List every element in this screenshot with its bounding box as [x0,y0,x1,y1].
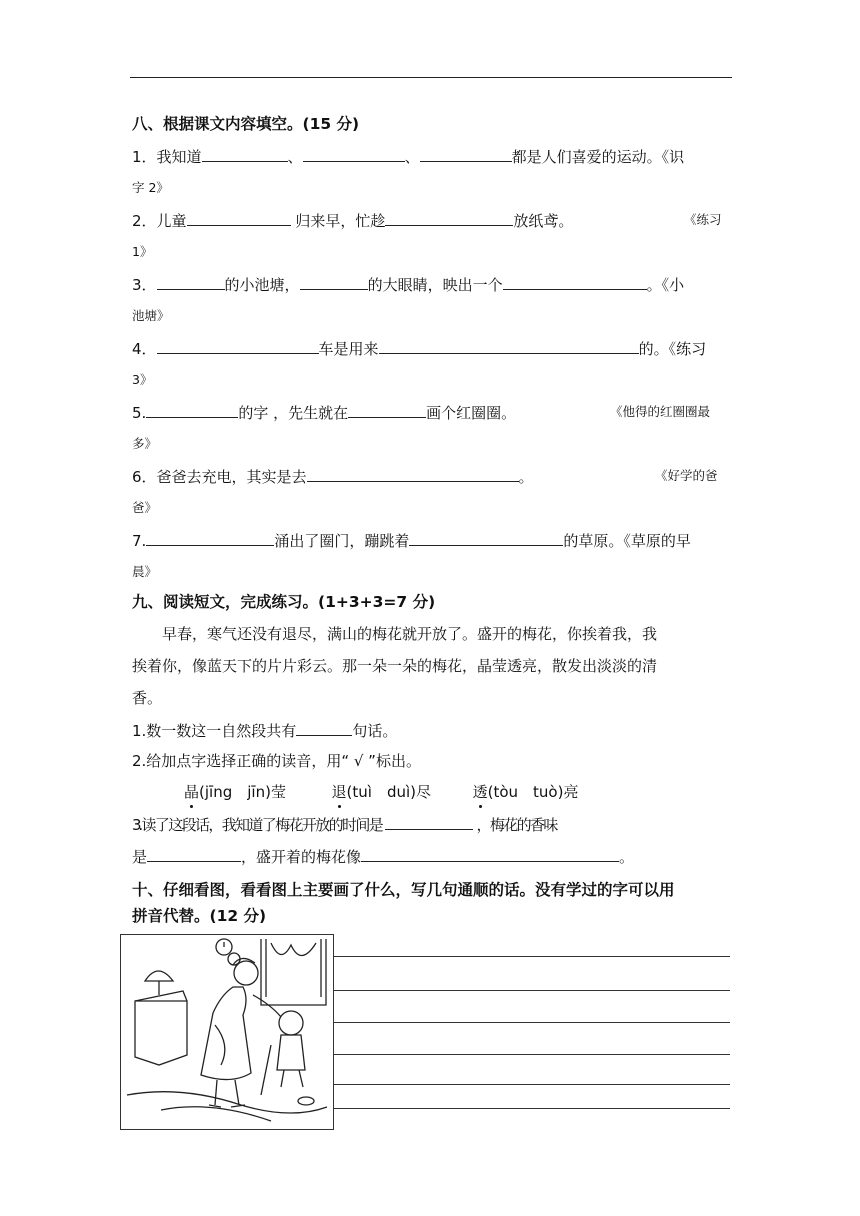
s8-q4-source-cont: 3》 [132,372,153,387]
blank[interactable] [379,338,639,354]
blank[interactable] [146,530,274,546]
writing-line[interactable] [334,1084,730,1085]
writing-line[interactable] [334,1054,730,1055]
writing-line[interactable] [334,1022,730,1023]
s8-q5-source-cont: 多》 [132,436,158,451]
writing-line[interactable] [334,1108,730,1109]
blank[interactable] [385,814,473,830]
blank[interactable] [307,466,519,482]
s9-q2: 2.给加点字选择正确的读音，用“ √ ”标出。 [132,752,421,770]
s8-q2: 2．儿童 归来早，忙趁 放纸鸢。 [132,212,574,230]
blank[interactable] [146,402,238,418]
blank[interactable] [202,146,288,162]
s8-q6-source: 《好学的爸 [655,468,718,483]
pinyin-option[interactable]: (tuì duì) [346,783,416,801]
dotted-char: 透 [472,783,488,801]
passage-line-2: 挨着你，像蓝天下的片片彩云。那一朵一朵的梅花，晶莹透亮，散发出淡淡的清 [132,657,658,675]
section-10-heading-line-2: 拼音代替。(12 分) [132,907,267,925]
s8-q6-source-cont: 爸》 [132,500,158,515]
blank[interactable] [420,146,512,162]
blank[interactable] [409,530,563,546]
blank[interactable] [157,338,319,354]
s8-q1-source-cont: 字 2》 [132,180,169,195]
s8-q7: 7. 涌出了圈门，蹦跳着 的草原。《草原的早 [132,532,691,550]
blank[interactable] [303,146,405,162]
s8-q7-source-cont: 晨》 [132,564,158,579]
s8-q1: 1．我知道 、 、 都是人们喜爱的运动。《识 [132,148,685,166]
s9-q1: 1.数一数这一自然段共有 句话。 [132,722,398,740]
s8-q5: 5. 的字 ，先生就在 画个红圈圈。 [132,404,517,422]
s8-q5-source: 《他得的红圈圈最 [610,404,711,419]
writing-line[interactable] [334,990,730,991]
dotted-char: 晶 [184,783,200,801]
s8-q6: 6．爸爸去充电，其实是去 。 [132,468,534,486]
writing-line[interactable] [334,956,730,957]
passage-line-1: 早春，寒气还没有退尽，满山的梅花就开放了。盛开的梅花，你挨着我，我 [162,625,658,643]
passage-line-3: 香。 [132,689,163,707]
blank[interactable] [361,846,619,862]
s9-q3-cont: 是 ，盛开着的梅花像 。 [132,848,635,866]
pinyin-option[interactable]: (jīng jīn) [199,783,271,801]
blank[interactable] [187,210,291,226]
s8-q2-source: 《练习 [684,212,722,227]
dotted-char: 退 [331,783,347,801]
blank[interactable] [348,402,426,418]
blank[interactable] [296,720,352,736]
blank[interactable] [157,274,225,290]
s8-q2-source-cont: 1》 [132,244,153,259]
pinyin-choices: 晶(jīng jīn)莹 退(tuì duì)尽 透(tòu tuò)亮 [184,783,579,801]
header-rule [130,77,732,78]
blank[interactable] [385,210,513,226]
section-9-heading: 九、阅读短文，完成练习。(1+3+3=7 分) [132,593,436,611]
section-10-heading-line-1: 十、仔细看图，看看图上主要画了什么，写几句通顺的话。没有学过的字可以用 [132,881,675,899]
s8-q4: 4． 车是用来 的。《练习 [132,340,707,358]
blank[interactable] [147,846,241,862]
section-8-heading: 八、根据课文内容填空。(15 分) [132,115,360,133]
pinyin-option[interactable]: (tòu tuò) [487,783,564,801]
s8-q3-source-cont: 池塘》 [132,308,170,323]
s8-q3: 3． 的小池塘， 的大眼睛，映出一个 。《小 [132,276,685,294]
blank[interactable] [503,274,647,290]
illustration-mother-child [120,934,334,1130]
illustration-drawing [121,935,333,1129]
blank[interactable] [300,274,368,290]
s9-q3: 3. 读 了 这 段 话 ， 我 知 道 了 梅 花 开 放 的 时 间 是 ， 梅 花 的 香 味 [132,816,556,834]
